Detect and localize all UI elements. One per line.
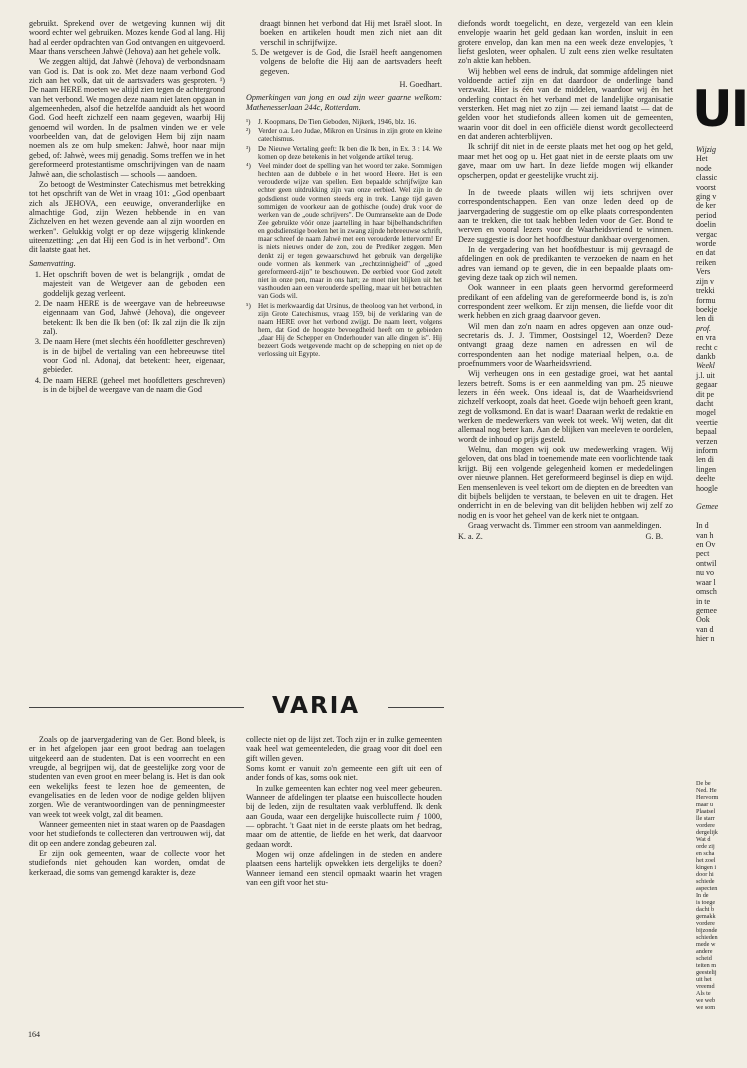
reader-notice: Opmerkingen van jong en oud zijn weer gaarne welkom: Mathenesserlaan 244c, Rotterdam. [246, 93, 442, 112]
list-item: 3. De naam Here (met slechts één hoofdletter geschreven) is in de bijbel de vertaling van een hebreeuwse titel voor God nl. Adonaj, dat betekent: heer, eigenaar, gebieder. [43, 337, 225, 374]
footnote-number: ¹) [246, 118, 251, 127]
fragment-line: gemee [696, 605, 717, 615]
fragment-line: Wat d [696, 836, 711, 843]
fragment-line: het zoel [696, 857, 716, 864]
fragment-line: is toege [696, 899, 716, 906]
fragment-line: mogel [696, 408, 716, 418]
fragment-line: deelte [696, 474, 716, 484]
summary-list [29, 270, 225, 394]
paragraph: Er zijn ook gemeenten, waar de collecte voor het studiefonds niet gehouden kan worden, omdat de kerkeraad, die soms van gemengd karakter is, deze [29, 849, 225, 877]
fragment-line: Weekl [696, 361, 715, 371]
fragment-line: dit pe [696, 389, 714, 399]
next-page-title: UI [692, 80, 747, 138]
fragment-line: vordere [696, 822, 715, 829]
fragment-line: ontwil [696, 558, 717, 568]
fragment-line: gemakk [696, 913, 716, 920]
fragment-line: orde zij [696, 843, 715, 850]
section-heading: Samenvatting. [29, 258, 76, 268]
fragment-line: dergelijk [696, 829, 718, 836]
footnote [246, 302, 442, 359]
article-column-2 [246, 19, 442, 659]
fragment-line: scheid [696, 955, 712, 962]
fragment-line: verzen [696, 436, 718, 446]
section-divider-left [29, 707, 244, 708]
fragment-line: recht c [696, 342, 718, 352]
fragment-line: uit het [696, 976, 712, 983]
fragment-line: vordere [696, 920, 715, 927]
fragment-line: omsch [696, 587, 717, 597]
page-number: 164 [28, 1030, 40, 1039]
footnotes [246, 118, 442, 359]
paragraph: Wanneer gemeenten niet in staat waren op de Paasdagen voor het studiefonds te collecteren dan vertrouwen wij, dat dit op een andere zondag gebeuren zal. [29, 820, 225, 848]
paragraph: gebruikt. Sprekend over de wetgeving kunnen wij dit woord echter wel gebruiken. Mozes kende God al lang. Hij had al eerder opdrachten van God ontvangen en uitgevoerd. Maar thans verscheen Jahwè (Jehova) aan het gehele volk. [29, 19, 225, 57]
list-item: 2. De naam HERE is de weergave van de hebreeuwse eigennaam van God, Jahwè (Jehova), die ongeveer betekent: Ik ben die Ik ben (of: Ik zal zijn die Ik zijn zal). [43, 299, 225, 336]
footnote-number: ²) [246, 127, 251, 136]
footnote [246, 162, 442, 301]
paragraph: In de vergadering van het hoofdbestuur is mij gevraagd de afdelingen en ook de predikanten te verzoeken de naam en het adres van iemand op te geven, die in een bepaalde plaats om-geving deze taak op zich wil nemen. [458, 244, 673, 282]
footnote-text: J. Koopmans, De Tien Geboden, Nijkerk, 1946, blz. 16. [258, 118, 417, 127]
closing-signature [458, 532, 673, 541]
footnote-text: Veel minder doet de spelling van het woord ter zake. Sommigen hechten aan de dubbele e in het woord Heere. Het is een verouderde wijze van spellen. Een bepaalde schrijfwijze kan echter geen uitdrukking zijn van onze eerbied. Wel zijn in de godsdienst oude vormen steeds erg in trek. Lange tijd gaven sommigen de voorkeur aan de gothische (oude) druk voor de werken van de „oude schrijvers". De Oumransekte aan de Dode Zee gebruikte vóór onze jaartelling in haar bijbelhandschriften en godsdienstige boeken het in zwang zijnde hebreeuwse schrift, maar schreef de naam Jahwè met een verouderde lettervorm! Er is niets nieuws onder de zon, zou de Prediker zeggen. Men denkt zij er tegen gewaarschuwd het gebruik van dergelijke oude vormen als kenmerk van „rechtzinnigheid" of „goed gereformeerd-zijn" te beschouwen. De eerbied voor God zetelt niet in onze pen, maar in ons hart; ze moet niet blijken uit het vasthouden aan een verouderde spelling, maar uit het betrachten van Gods wil. [258, 161, 442, 301]
sign-right: G. B. [645, 532, 663, 542]
varia-column-1 [29, 735, 225, 1025]
fragment-line: we web [696, 997, 716, 1004]
section-divider-right [388, 707, 444, 708]
fragment-line: vergac [696, 229, 718, 239]
fragment-line: en scha [696, 850, 715, 857]
fragment-line: dankb [696, 351, 716, 361]
paragraph: Ook wanneer in een plaats geen hervormd gereformeerd predikant of een afdeling van de gereformeerde bond is, is zo'n correspondent zeer welkom. Er zijn mensen, die liefde voor dit werk hebben en zich graag daarvoor geven. [458, 283, 673, 321]
fragment-line: de ker [696, 201, 716, 211]
fragment-line: Ned. He [696, 787, 717, 794]
article-column-1 [29, 19, 225, 659]
paragraph: Soms komt er vanuit zo'n gemeente een gift uit een of ander fonds of kas, soms ook niet. [246, 764, 442, 783]
fragment-line: Vers [696, 267, 711, 277]
footnote [246, 127, 442, 143]
paragraph: Welnu, dan mogen wij ook uw medewerking vragen. Wij geloven, dat ons blad in toenemende mate een voorlichtende taak krijgt. Bij een volgende gelegenheid komen er mededelingen over nieuwe plannen. Het gereformeerd beginsel is diep en wijd. Een mensenleven is veel tekort om de diepten en de breedten van dit bijbels belijden te verstaan, te beleven en uit te dragen. Het onderricht in en de beleving van dit belijden hebben wij zelf zo nodig en is voor het geheel van de kerk niet te ontgaan. [458, 445, 673, 520]
fragment-line: period [696, 210, 717, 220]
fragment-line: geestelij [696, 969, 717, 976]
fragment-line: ging v [696, 192, 717, 202]
fragment-line: Als te [696, 990, 711, 997]
fragment-line: en dat [696, 248, 716, 258]
fragment-line: Plaatsel [696, 808, 716, 815]
fragment-line: en Ov [696, 540, 716, 550]
footnote-number: ³) [246, 144, 251, 153]
fragment-line: gegaar [696, 380, 718, 390]
paragraph: We zeggen altijd, dat Jahwè (Jehova) de verbondsnaam van God is. Dat is ook zo. Met deze naam verbond God zich aan het volk, dat uit de aartsvaders was gesproten. ¹) De naam HERE moeten we altijd zien tegen de achtergrond van het verbond. We mogen deze naam niet laten opgaan in algemeenheden, alsof die hetzelfde aanduidt als het woord God. God heeft zichzelf een naam gegeven, waarbij Hij genoemd wil worden. In de psalmen vinden we er vele voorbeelden van, dat de gelovigen Hem bij zijn naam noemen als ze om hulp smeken: Jahwè, hoor naar mijn gebed, of: Jahwè, wees mij genadig. Soms treffen we in het gereformeerd protestantisme omschrijvingen van de naam Jahwè aan, die scholastisch — schools — aandoen. [29, 57, 225, 179]
fragment-line: inform [696, 446, 718, 455]
fragment-line: hier n [696, 634, 715, 644]
fragment-line: dacht [696, 398, 714, 408]
footnote-number: ⁴) [246, 161, 251, 170]
list-item: 4. De naam HERE (geheel met hoofdletters geschreven) is in de bijbel de weergave van de naam die God [43, 376, 225, 395]
fragment-line: voorst [696, 182, 716, 192]
summary-list-continued [246, 48, 442, 76]
footnote [246, 145, 442, 161]
paragraph: Mogen wij onze afdelingen in de steden en andere plaatsen eens hartelijk opwekken iets dergelijks te doen? Wanneer iemand een stencil opmaakt waarin het vragen van een gift voor het stu- [246, 850, 442, 888]
paragraph: In de tweede plaats willen wij iets schrijven over correspondentschappen. Een van onze leden deed op de jaarvergadering de suggestie om op elke plaats correspondenten aan te trekken, die tot taak hebben leden voor de Ger. Bond te werven en vooral lezers voor de Waarheidsvriend te winnen. Deze suggestie is door het hoofdbestuur dankbaar overgenomen. [458, 187, 673, 244]
footnote [246, 118, 442, 126]
fragment-line: aspecten [696, 885, 718, 892]
paragraph: draagt binnen het verbond dat Hij met Israël sloot. In boeken en artikelen houdt men zich niet aan dit verschil in schrijfwijze. [260, 19, 442, 47]
fragment-line: andere [696, 948, 713, 955]
fragment-line: In de [696, 892, 709, 899]
sign-left: K. a. Z. [458, 532, 483, 542]
fragment-line: boekje [696, 304, 718, 314]
fragment-line: door hi [696, 871, 714, 878]
paragraph: diefonds wordt toegelicht, en deze, vergezeld van een klein envelopje waarin het geld gedaan kan worden, insluit in een grotere envelop, dan kan men na een week deze envelopjes, 't liefst gesloten, weer ophalen. U zult eens zien welke resultaten zo'n aktie kan hebben. [458, 19, 673, 66]
footnote-number: ⁵) [246, 301, 251, 310]
fragment-line: zijn v [696, 276, 714, 286]
fragment-line: veertie [696, 417, 718, 427]
paragraph: Zoals op de jaarvergadering van de Ger. Bond bleek, is er in het afgelopen jaar een groot bedrag aan toelagen uitgekeerd aan de studenten. Dat is een voorrecht en een vreugde, al begrijpen wij, dat de geestelijke zorg voor de studenten van even groot en meer belang is. Het is dan ook een wekelijks feest te lezen hoe de gemeenten, de evangelisaties en de leden voor de nodige gelden blijven zorgen. Wie de verantwoordingen van de penningmeester van week tot week volgt, zal dit beamen. [29, 735, 225, 819]
fragment-line: maar u [696, 801, 714, 808]
fragment-line: we som [696, 1004, 716, 1011]
paragraph: Wij verheugen ons in een gestadige groei, wat het aantal lezers betreft. Soms is er een aanmelding van pm. 25 nieuwe lezers in één week. Ons ideaal is, dat de Waarheidsvriend zichzelf verkoopt, zoals dat heet. Goede wijn behoeft geen krant, zegt de volksmond. En dat is waar! Daaraan werkt de redaktie en werken de medewerkers van week tot week. Wij weten, dat dit allemaal nog beter kan. Aan de blijken van meeleven te oordelen, wordt de inhoud op prijs gesteld. [458, 369, 673, 444]
fragment-line: nu vo [696, 568, 714, 578]
fragment-line: Hervorm [696, 794, 719, 801]
fragment-line: lingen [696, 464, 716, 474]
paragraph: Wil men dan zo'n naam en adres opgeven aan onze oud-secretaris ds. J. J. Timmer, Oostsingel 12, Woerden? Deze ontvangt graag deze namen en adressen en wil de correspondenten aan het nodige materiaal helpen, o.a. de proefnummers voor de Waarheidsvriend. [458, 321, 673, 369]
fragment-line: hoogle [696, 483, 718, 493]
fragment-line: van h [696, 530, 714, 540]
fragment-line: classic [696, 173, 718, 183]
next-page-small-text-fragment [696, 780, 738, 1011]
list-item: 5. De wetgever is de God, die Israël heeft aangenomen volgens de belofte die Hij aan de aartsvaders heeft gegeven. [260, 48, 442, 76]
fragment-line: kingen i [696, 864, 717, 871]
next-page-text-fragment [696, 145, 738, 644]
list-item: 1. Het opschrift boven de wet is belangrijk , omdat de majesteit van de Wetgever aan de geboden een goddelijk gezag verleent. [43, 270, 225, 298]
paragraph: Zo betoogt de Westminster Catechismus met betrekking tot het opschrift van de Wet in vraag 101: „God openbaart zich als JEHOVA, een eeuwige, onveranderlijke en almachtige God, zijn Wezen hebbende in en van Zichzelven en het wezen gevende aan al zijn woorden en werken". Gelukkig volgt er op deze wijsgerig klinkende uiteenzetting: „en dat Hij een God is in het verbond". Om dit laatste gaat het. [29, 179, 225, 255]
article-column-3 [458, 19, 673, 1044]
author-signature: H. Goedhart. [399, 80, 442, 90]
fragment-line: reiken [696, 257, 716, 267]
fragment-line: formu [696, 295, 716, 305]
fragment-line: worde [696, 239, 716, 249]
footnote-text: De Nieuwe Vertaling geeft: Ik ben die Ik ben, in Ex. 3 : 14. We komen op deze betekenis in het volgende artikel terug. [258, 144, 442, 161]
fragment-line: en vra [696, 333, 716, 343]
fragment-line: prof. [696, 323, 712, 333]
fragment-line: schiede [696, 878, 715, 885]
fragment-line: bepaal [696, 427, 717, 437]
fragment-line: waar l [696, 577, 716, 587]
fragment-line: teiten m [696, 962, 717, 969]
varia-column-2 [246, 735, 442, 1035]
fragment-line: schieden [696, 934, 718, 941]
fragment-line: pect [696, 549, 710, 559]
fragment-line [696, 512, 738, 521]
fragment-line: j.l. uit [696, 370, 715, 380]
fragment-line [696, 493, 738, 502]
footnote-text: Het is merkwaardig dat Ursinus, de theoloog van het verbond, in zijn Grote Catechismus, vraag 159, bij de verklaring van de naam HERE over het verbond zwijgt. De naam leert, volgens hem, dat God de hoogste bevoegdheid heeft om te gebieden „daar Hij de Schepper en Onderhouder van alle dingen is". Hij bezeert Gods wetgevende macht op de schepping en niet op de verlossing uit Egypte. [258, 301, 442, 359]
fragment-line: trekki [696, 286, 715, 296]
fragment-line: dacht b [696, 906, 715, 913]
fragment-line: lle starr [696, 815, 715, 822]
fragment-line: bijzonde [696, 927, 718, 934]
paragraph: Graag verwacht ds. Timmer een stroom van aanmeldingen. [468, 520, 662, 530]
fragment-line: len di [696, 314, 714, 324]
fragment-line: doelin [696, 220, 716, 230]
fragment-line: len di [696, 455, 714, 465]
varia-heading: VARIA [271, 693, 361, 719]
paragraph: Ik schrijf dit niet in de eerste plaats met het oog op het geld, maar met het oog op u. Het gaat niet in de eerste plaats om uw gave, maar om uw hart. In deze liefde mogen wij elkander opscherpen, opdat er geestelijke vrucht zij. [458, 142, 673, 180]
fragment-line: vreemd [696, 983, 715, 990]
paragraph: Wij hebben wel eens de indruk, dat sommige afdelingen niet voldoende actief zijn en dat daardoor de onderlinge band verzwakt. Hier is één van de middelen, waardoor wij èn het onderling contact èn het verband met de landelijke organisatie versterken. Het mag niet zo zijn — zei iemand laatst — dat de gelden voor het studiefonds alleen komen uit de gemeenten, waarin voor dit doel in een officiële dienst wordt gecollecteerd en dat anderen achterblijven. [458, 66, 673, 142]
fragment-line: In d [696, 521, 709, 531]
paragraph: collecte niet op de lijst zet. Toch zijn er in zulke gemeenten vaak heel wat gemeenteleden, die graag voor dit doel een gift willen geven. [246, 735, 442, 763]
footnote-text: Verder o.a. Leo Judae, Mikron en Ursinus in zijn grote en kleine catechismus. [258, 127, 442, 144]
paragraph: In zulke gemeenten kan echter nog veel meer gebeuren. Wanneer de afdelingen ter plaatse een huiscollecte houden bij de leden, zijn de resultaten vaak verbluffend. Ik denk aan Gouda, waar een dergelijke huiscollecte ruim ƒ 1000,— opbracht. 't Gaat niet in de eerste plaats om het bedrag, maar om de attentie, de liefde en het werk, dat daarvoor gedaan wordt. [246, 783, 442, 849]
fragment-line: mede w [696, 941, 716, 948]
fragment-line: Het [696, 154, 708, 164]
fragment-line: node [696, 163, 712, 173]
fragment-line: Gemee [696, 502, 719, 512]
fragment-line: Wijzig [696, 145, 717, 154]
fragment-line: Ook [696, 615, 710, 625]
fragment-line: De be [696, 780, 711, 787]
fragment-line: in te [696, 596, 710, 606]
fragment-line: van d [696, 624, 714, 634]
